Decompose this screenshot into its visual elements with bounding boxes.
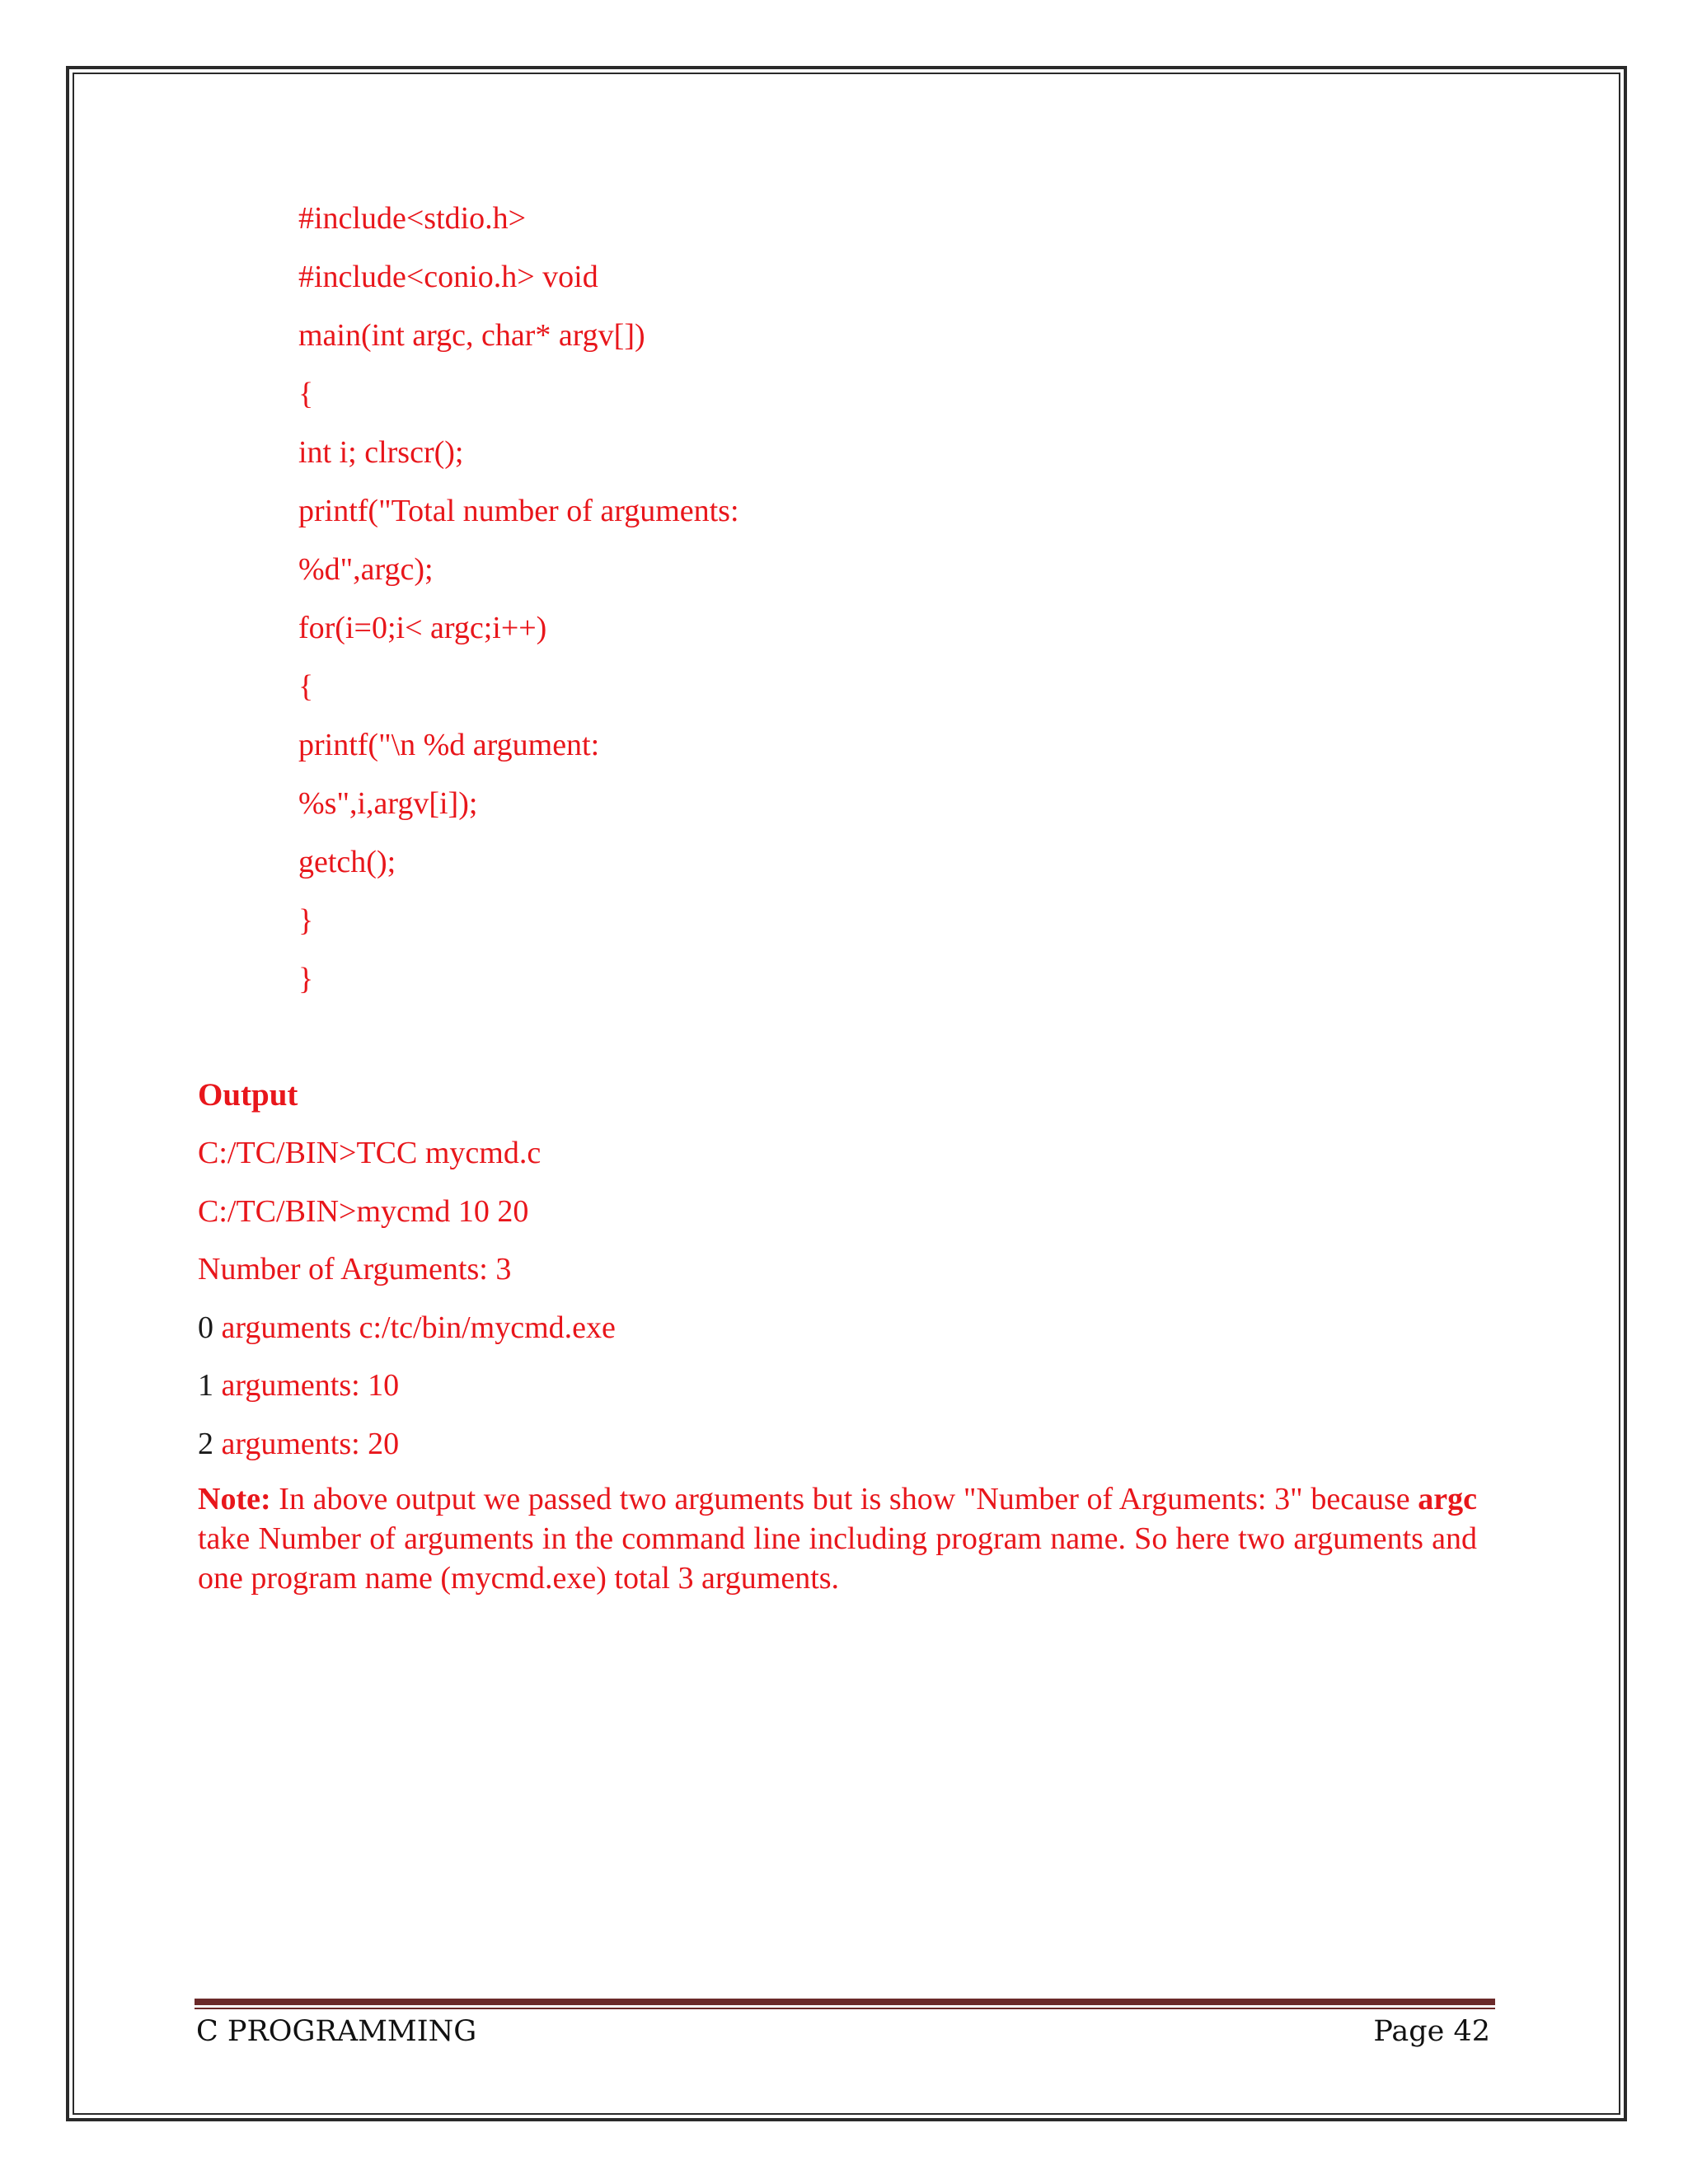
code-line: { (298, 377, 314, 411)
code-line: int i; clrscr(); (298, 435, 464, 470)
note-text-2: take Number of arguments in the command line including program name. So here two arguments and one program name (mycmd.exe) total 3 arguments. (198, 1521, 1477, 1596)
code-block (298, 194, 739, 1014)
output-line (198, 1420, 616, 1479)
output-line-text: arguments c:/tc/bin/mycmd.exe (221, 1310, 616, 1345)
page-number: Page 42 (1373, 2015, 1490, 2048)
output-line-index: 0 (198, 1310, 222, 1345)
code-line: } (298, 962, 314, 996)
output-line-text: C:/TC/BIN>mycmd 10 20 (198, 1193, 529, 1229)
code-line: #include<stdio.h> (298, 201, 527, 236)
output-list (198, 1129, 616, 1478)
output-line (198, 1188, 616, 1246)
note-label: Note: (198, 1482, 271, 1516)
note-keyword: argc (1418, 1482, 1477, 1516)
output-line (198, 1304, 616, 1362)
output-line-text: C:/TC/BIN>TCC mycmd.c (198, 1136, 542, 1170)
note-paragraph (198, 1479, 1477, 1598)
output-line (198, 1361, 616, 1420)
code-line: main(int argc, char* argv[]) (298, 318, 645, 353)
code-line: #include<conio.h> void (298, 260, 598, 294)
code-line: } (298, 903, 314, 938)
code-line: { (298, 669, 314, 704)
output-line-text: arguments: 10 (221, 1368, 400, 1403)
code-line: for(i=0;i< argc;i++) (298, 611, 547, 645)
output-line-text: arguments: 20 (221, 1426, 400, 1461)
output-line-text: Number of Arguments: 3 (198, 1252, 512, 1286)
output-heading: Output (198, 1077, 298, 1113)
code-line: printf("Total number of arguments: (298, 494, 739, 528)
footer-rule-thin (195, 2008, 1495, 2009)
output-line-index: 2 (198, 1426, 222, 1461)
code-line: %d",argc); (298, 552, 434, 587)
note-text-1: In above output we passed two arguments but is show "Number of Arguments: 3" because (270, 1482, 1418, 1516)
code-line: printf("\n %d argument: (298, 728, 600, 762)
code-line: %s",i,argv[i]); (298, 786, 478, 821)
footer-rule-thick (195, 1999, 1495, 2005)
code-line: getch(); (298, 845, 396, 879)
output-line-index: 1 (198, 1368, 222, 1403)
footer-title: C PROGRAMMING (196, 2015, 477, 2048)
output-line (198, 1245, 616, 1304)
output-line (198, 1129, 616, 1188)
